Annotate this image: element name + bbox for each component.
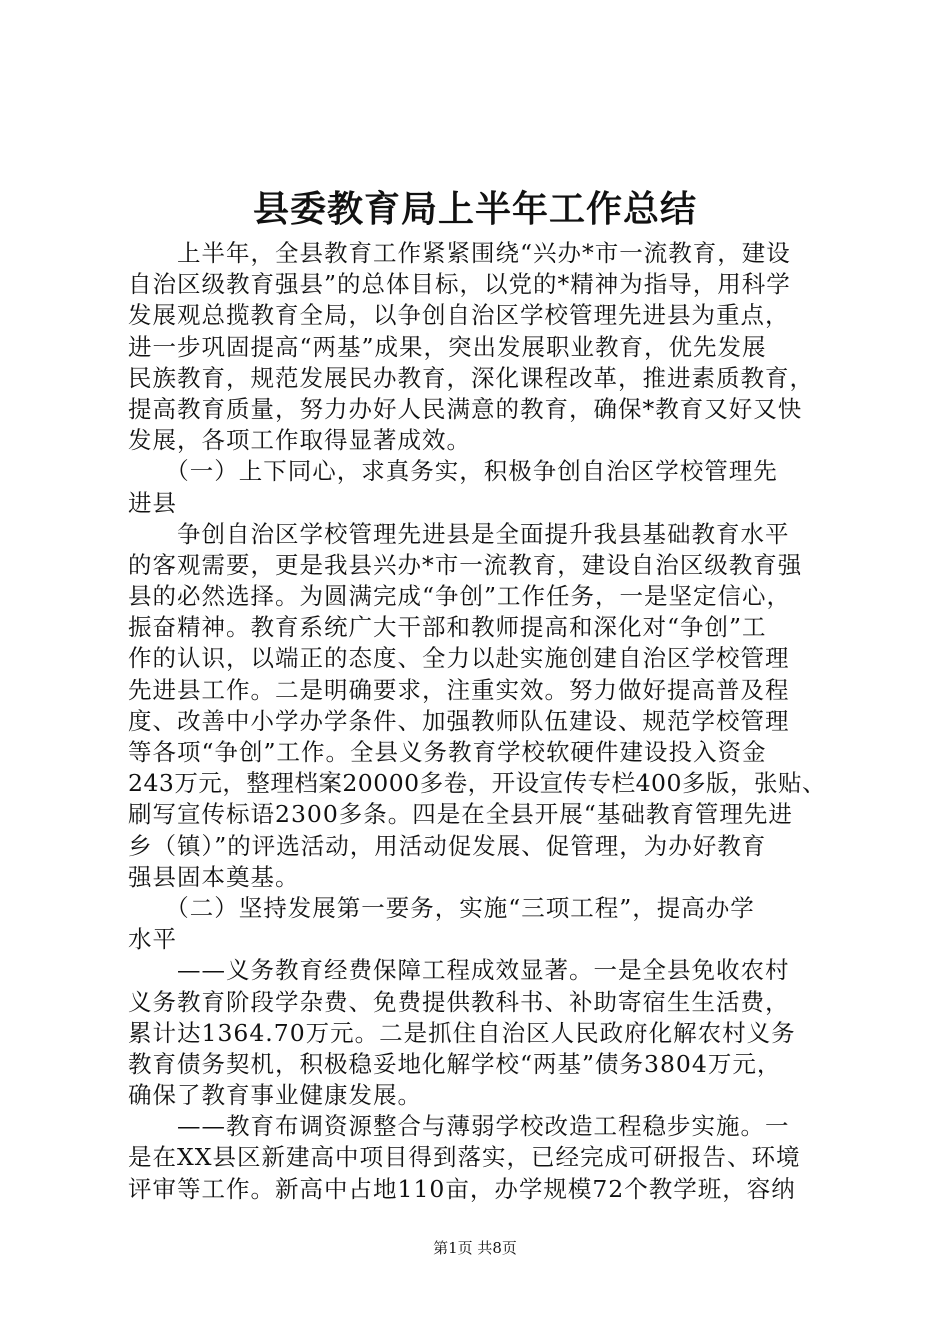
body-text-line: 是在XX县区新建高中项目得到落实，已经完成可研报告、环境 xyxy=(128,1143,801,1172)
body-text-line: 县的必然选择。为圆满完成“争创”工作任务，一是坚定信心， xyxy=(128,582,792,611)
body-text-line: 确保了教育事业健康发展。 xyxy=(128,1081,422,1110)
body-text-line: 民族教育，规范发展民办教育，深化课程改革，推进素质教育， xyxy=(128,363,814,392)
body-text-line: 度、改善中小学办学条件、加强教师队伍建设、规范学校管理 xyxy=(128,706,790,735)
body-text-line: 243万元，整理档案20000多卷，开设宣传专栏400多版，张贴、 xyxy=(128,769,826,798)
body-text-line: 等各项“争创”工作。全县义务教育学校软硬件建设投入资金 xyxy=(128,738,767,766)
body-text-line: 发展观总揽教育全局，以争创自治区学校管理先进县为重点， xyxy=(128,301,790,330)
body-text-line: 发展，各项工作取得显著成效。 xyxy=(128,426,471,455)
body-text-line: 振奋精神。教育系统广大干部和教师提高和深化对“争创”工 xyxy=(128,613,767,642)
body-text-line: ——教育布调资源整合与薄弱学校改造工程稳步实施。一 xyxy=(128,1112,790,1141)
body-text-line: 乡（镇）”的评选活动，用活动促发展、促管理，为办好教育 xyxy=(128,831,767,860)
body-text-line: 提高教育质量，努力办好人民满意的教育，确保*教育又好又快 xyxy=(128,394,803,423)
body-text-line: 作的认识，以端正的态度、全力以赴实施创建自治区学校管理 xyxy=(128,644,790,673)
body-text-line: 争创自治区学校管理先进县是全面提升我县基础教育水平 xyxy=(128,519,790,548)
body-text-line: 刷写宣传标语2300多条。四是在全县开展“基础教育管理先进 xyxy=(128,800,793,829)
body-text-line: 教育债务契机，积极稳妥地化解学校“两基”债务3804万元， xyxy=(128,1049,782,1078)
body-text-line: 自治区级教育强县”的总体目标，以党的*精神为指导，用科学 xyxy=(128,270,791,299)
body-text-line: ——义务教育经费保障工程成效显著。一是全县免收农村 xyxy=(128,956,790,985)
body-text-line: 上半年，全县教育工作紧紧围绕“兴办*市一流教育，建设 xyxy=(128,239,791,267)
body-text-line: 累计达1364.70万元。二是抓住自治区人民政府化解农村义务 xyxy=(128,1018,796,1047)
body-text-line: 水平 xyxy=(128,925,177,954)
body-text-line: （二）坚持发展第一要务，实施“三项工程”，提高办学 xyxy=(128,893,755,922)
document-title: 县委教育局上半年工作总结 xyxy=(252,189,697,230)
body-text-line: 进一步巩固提高“两基”成果，突出发展职业教育，优先发展 xyxy=(128,332,767,361)
body-text-line: （一）上下同心，求真务实，积极争创自治区学校管理先 xyxy=(128,457,778,486)
page-footer: 第1页 共8页 xyxy=(433,1239,517,1257)
body-text-line: 义务教育阶段学杂费、免费提供教科书、补助寄宿生生活费， xyxy=(128,987,790,1016)
body-text-line: 评审等工作。新高中占地110亩，办学规模72个教学班，容纳 xyxy=(128,1174,796,1203)
document-body xyxy=(128,238,832,1205)
body-text-line: 的客观需要，更是我县兴办*市一流教育，建设自治区级教育强 xyxy=(128,550,803,579)
body-text-line: 先进县工作。二是明确要求，注重实效。努力做好提高普及程 xyxy=(128,675,790,704)
body-text-line: 强县固本奠基。 xyxy=(128,862,300,891)
body-text-line: 进县 xyxy=(128,488,177,517)
